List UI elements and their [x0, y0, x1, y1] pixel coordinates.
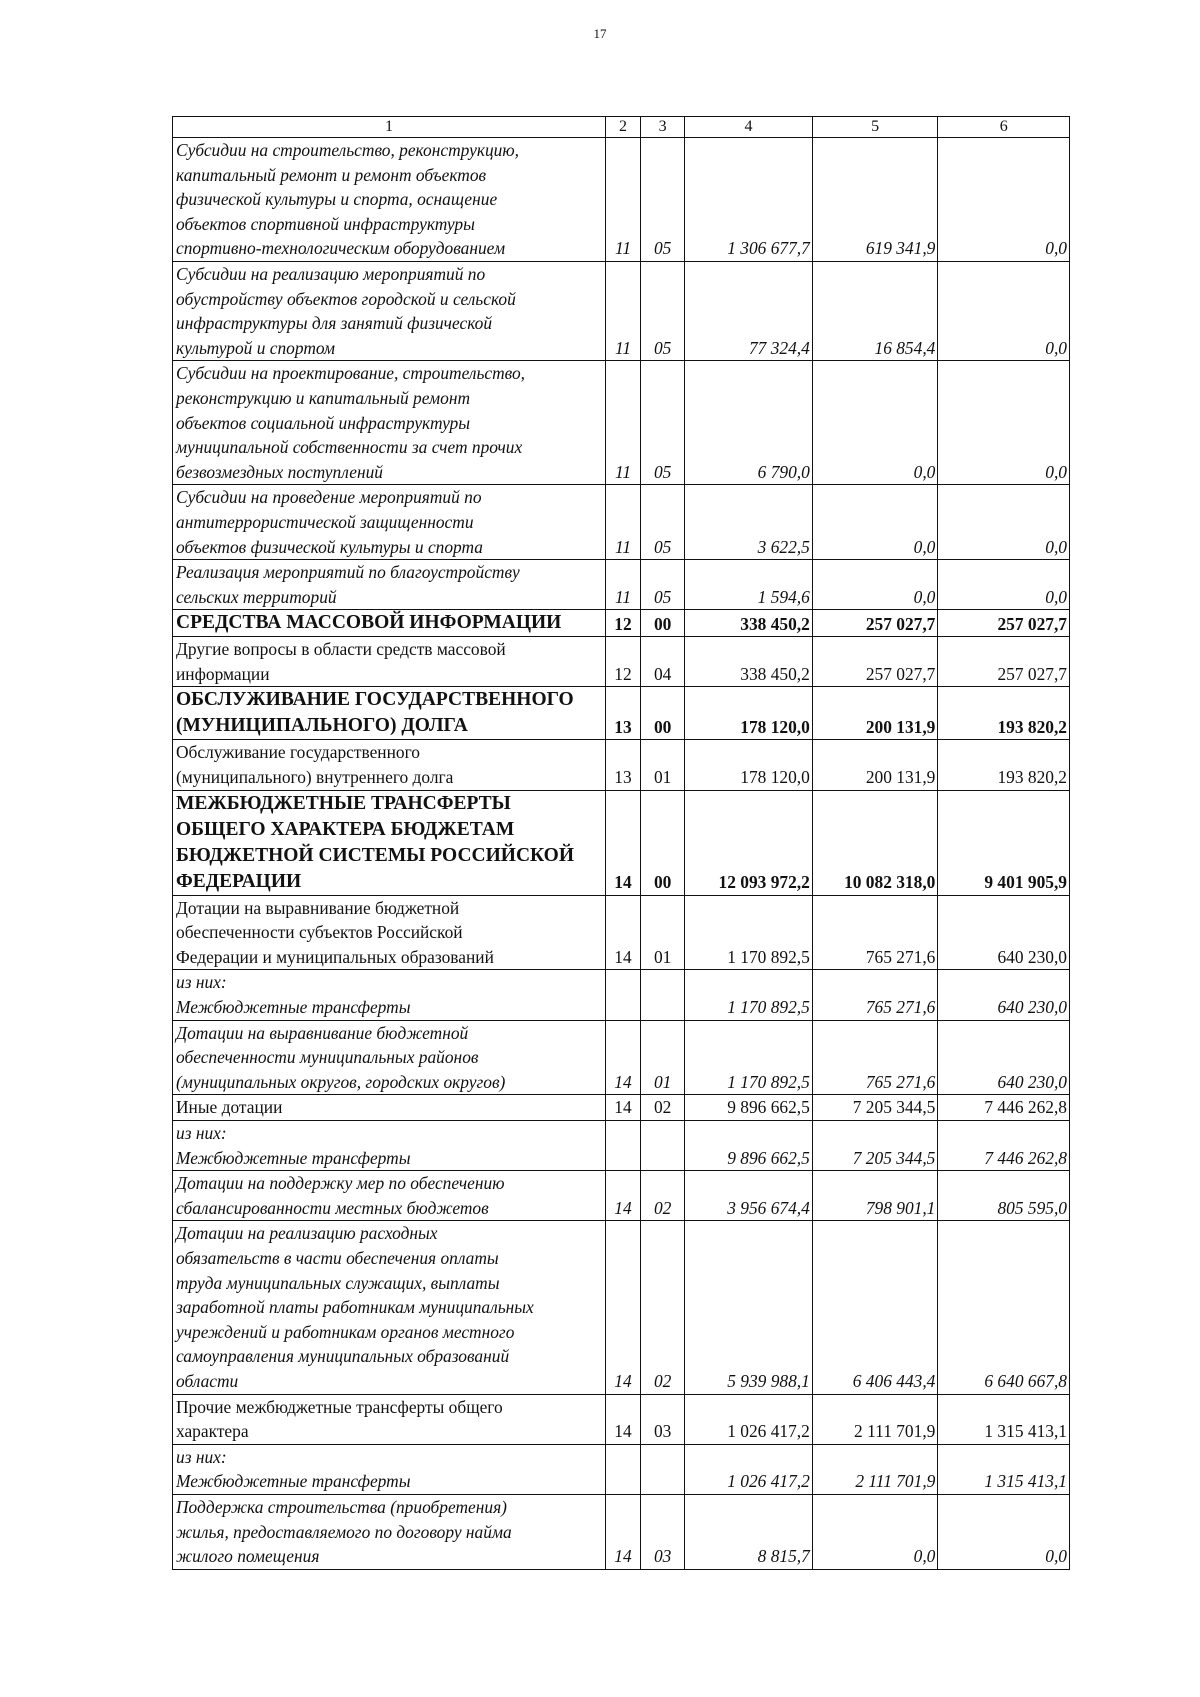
- row-year2: 0,0: [812, 560, 938, 610]
- row-section: [605, 1121, 640, 1171]
- row-year2: 765 271,6: [812, 1020, 938, 1095]
- row-subsection: 00: [641, 790, 685, 895]
- row-section: 11: [605, 485, 640, 560]
- table-header-row: [173, 117, 1070, 138]
- row-year1: 178 120,0: [685, 687, 813, 740]
- row-section: 11: [605, 261, 640, 360]
- row-year2: 200 131,9: [812, 740, 938, 790]
- row-year2: 765 271,6: [812, 970, 938, 1020]
- row-year3: 257 027,7: [938, 610, 1070, 637]
- row-year3: 0,0: [938, 361, 1070, 485]
- row-year3: 1 315 413,1: [938, 1444, 1070, 1494]
- row-year1: 1 026 417,2: [685, 1444, 813, 1494]
- row-year2: 257 027,7: [812, 637, 938, 687]
- row-name: Субсидии на реализацию мероприятий по обустройству объектов городской и сельской инфраструктуры для занятий физической культурой и спортом: [173, 261, 606, 360]
- row-name: из них: Межбюджетные трансферты: [173, 1444, 606, 1494]
- row-year1: 77 324,4: [685, 261, 813, 360]
- row-subsection: 00: [641, 610, 685, 637]
- table-row: [173, 560, 1070, 610]
- row-year2: 765 271,6: [812, 895, 938, 970]
- row-year3: 805 595,0: [938, 1171, 1070, 1221]
- row-subsection: 03: [641, 1394, 685, 1444]
- table-row: [173, 485, 1070, 560]
- header-cell-6: 6: [938, 117, 1070, 138]
- row-year2: 7 205 344,5: [812, 1095, 938, 1121]
- row-year3: 6 640 667,8: [938, 1221, 1070, 1394]
- row-name: СРЕДСТВА МАССОВОЙ ИНФОРМАЦИИ: [173, 610, 606, 637]
- row-name: Субсидии на проведение мероприятий по антитеррористической защищенности объектов физической культуры и спорта: [173, 485, 606, 560]
- row-subsection: 01: [641, 740, 685, 790]
- row-subsection: 00: [641, 687, 685, 740]
- row-year2: 0,0: [812, 361, 938, 485]
- row-year3: 0,0: [938, 485, 1070, 560]
- row-year2: 6 406 443,4: [812, 1221, 938, 1394]
- row-year1: 338 450,2: [685, 610, 813, 637]
- row-year1: 1 170 892,5: [685, 895, 813, 970]
- row-year2: 798 901,1: [812, 1171, 938, 1221]
- row-year3: 7 446 262,8: [938, 1095, 1070, 1121]
- row-year2: 10 082 318,0: [812, 790, 938, 895]
- row-subsection: 02: [641, 1171, 685, 1221]
- row-year3: 193 820,2: [938, 740, 1070, 790]
- row-year3: 0,0: [938, 138, 1070, 262]
- row-subsection: 02: [641, 1095, 685, 1121]
- row-year3: 7 446 262,8: [938, 1121, 1070, 1171]
- row-year2: 619 341,9: [812, 138, 938, 262]
- row-subsection: 05: [641, 261, 685, 360]
- row-year1: 9 896 662,5: [685, 1121, 813, 1171]
- row-section: 13: [605, 687, 640, 740]
- row-name: Прочие межбюджетные трансферты общего характера: [173, 1394, 606, 1444]
- header-cell-3: 3: [641, 117, 685, 138]
- row-subsection: 05: [641, 485, 685, 560]
- row-section: 14: [605, 1171, 640, 1221]
- page-number: 17: [593, 26, 607, 41]
- row-year3: 0,0: [938, 560, 1070, 610]
- row-subsection: [641, 1121, 685, 1171]
- row-name: Дотации на выравнивание бюджетной обеспеченности субъектов Российской Федерации и муниципальных образований: [173, 895, 606, 970]
- row-section: 14: [605, 1221, 640, 1394]
- budget-table: [172, 116, 1070, 1570]
- row-year3: 640 230,0: [938, 970, 1070, 1020]
- row-year2: 0,0: [812, 485, 938, 560]
- row-year3: 257 027,7: [938, 637, 1070, 687]
- row-year2: 2 111 701,9: [812, 1444, 938, 1494]
- row-name: Дотации на поддержку мер по обеспечению сбалансированности местных бюджетов: [173, 1171, 606, 1221]
- row-subsection: 03: [641, 1494, 685, 1569]
- row-subsection: 05: [641, 138, 685, 262]
- table-row: [173, 1394, 1070, 1444]
- row-year1: 1 170 892,5: [685, 1020, 813, 1095]
- row-year1: 3 622,5: [685, 485, 813, 560]
- row-section: 13: [605, 740, 640, 790]
- row-year3: 640 230,0: [938, 1020, 1070, 1095]
- row-year3: 0,0: [938, 1494, 1070, 1569]
- table-row: [173, 1095, 1070, 1121]
- header-cell-1: 1: [173, 117, 606, 138]
- table-row: [173, 138, 1070, 262]
- row-section: [605, 1444, 640, 1494]
- row-name: ОБСЛУЖИВАНИЕ ГОСУДАРСТВЕННОГО (МУНИЦИПАЛЬНОГО) ДОЛГА: [173, 687, 606, 740]
- row-section: 12: [605, 610, 640, 637]
- row-name: из них: Межбюджетные трансферты: [173, 1121, 606, 1171]
- row-section: 14: [605, 1494, 640, 1569]
- table-row: [173, 1171, 1070, 1221]
- row-name: Дотации на реализацию расходных обязательств в части обеспечения оплаты труда муниципальных служащих, выплаты заработной платы работникам муниципальных учреждений и работникам органов местного самоуправления муниципальных образований области: [173, 1221, 606, 1394]
- row-year1: 1 026 417,2: [685, 1394, 813, 1444]
- row-year2: 16 854,4: [812, 261, 938, 360]
- table-row: [173, 970, 1070, 1020]
- table-row: [173, 1020, 1070, 1095]
- table-row: [173, 1221, 1070, 1394]
- table-row: [173, 895, 1070, 970]
- row-year3: 9 401 905,9: [938, 790, 1070, 895]
- row-subsection: 01: [641, 895, 685, 970]
- row-name: Обслуживание государственного (муниципального) внутреннего долга: [173, 740, 606, 790]
- table-row: [173, 1494, 1070, 1569]
- row-section: 12: [605, 637, 640, 687]
- row-section: 11: [605, 361, 640, 485]
- table-row: [173, 637, 1070, 687]
- table-row: [173, 740, 1070, 790]
- row-subsection: 02: [641, 1221, 685, 1394]
- row-year1: 8 815,7: [685, 1494, 813, 1569]
- row-name: Субсидии на строительство, реконструкцию, капитальный ремонт и ремонт объектов физической культуры и спорта, оснащение объектов спортивной инфраструктуры спортивно-технологическим оборудованием: [173, 138, 606, 262]
- header-cell-4: 4: [685, 117, 813, 138]
- row-name: Реализация мероприятий по благоустройству сельских территорий: [173, 560, 606, 610]
- row-year2: 257 027,7: [812, 610, 938, 637]
- header-cell-2: 2: [605, 117, 640, 138]
- row-name: Другие вопросы в области средств массовой информации: [173, 637, 606, 687]
- row-subsection: [641, 970, 685, 1020]
- row-subsection: 05: [641, 361, 685, 485]
- row-year1: 3 956 674,4: [685, 1171, 813, 1221]
- table-row: [173, 361, 1070, 485]
- row-section: 14: [605, 1394, 640, 1444]
- table-row: [173, 1121, 1070, 1171]
- row-subsection: 04: [641, 637, 685, 687]
- row-name: Дотации на выравнивание бюджетной обеспеченности муниципальных районов (муниципальных округов, городских округов): [173, 1020, 606, 1095]
- row-year2: 0,0: [812, 1494, 938, 1569]
- row-subsection: 01: [641, 1020, 685, 1095]
- row-year3: 193 820,2: [938, 687, 1070, 740]
- row-year2: 7 205 344,5: [812, 1121, 938, 1171]
- row-year2: 2 111 701,9: [812, 1394, 938, 1444]
- row-section: 14: [605, 1020, 640, 1095]
- row-year1: 1 170 892,5: [685, 970, 813, 1020]
- row-section: 14: [605, 790, 640, 895]
- row-subsection: 05: [641, 560, 685, 610]
- row-year1: 1 306 677,7: [685, 138, 813, 262]
- table-row: [173, 790, 1070, 895]
- table-row: [173, 687, 1070, 740]
- table-row: [173, 1444, 1070, 1494]
- row-year1: 1 594,6: [685, 560, 813, 610]
- row-name: Поддержка строительства (приобретения) жилья, предоставляемого по договору найма жилого помещения: [173, 1494, 606, 1569]
- row-year1: 12 093 972,2: [685, 790, 813, 895]
- row-name: МЕЖБЮДЖЕТНЫЕ ТРАНСФЕРТЫ ОБЩЕГО ХАРАКТЕРА БЮДЖЕТАМ БЮДЖЕТНОЙ СИСТЕМЫ РОССИЙСКОЙ ФЕДЕРАЦИИ: [173, 790, 606, 895]
- row-year1: 9 896 662,5: [685, 1095, 813, 1121]
- row-year1: 178 120,0: [685, 740, 813, 790]
- row-year1: 338 450,2: [685, 637, 813, 687]
- row-year3: 1 315 413,1: [938, 1394, 1070, 1444]
- row-year3: 0,0: [938, 261, 1070, 360]
- row-section: 11: [605, 138, 640, 262]
- row-name: из них: Межбюджетные трансферты: [173, 970, 606, 1020]
- row-section: 14: [605, 895, 640, 970]
- header-cell-5: 5: [812, 117, 938, 138]
- row-year2: 200 131,9: [812, 687, 938, 740]
- row-name: Субсидии на проектирование, строительство, реконструкцию и капитальный ремонт объектов социальной инфраструктуры муниципальной собственности за счет прочих безвозмездных поступлений: [173, 361, 606, 485]
- table-row: [173, 261, 1070, 360]
- row-year1: 6 790,0: [685, 361, 813, 485]
- row-subsection: [641, 1444, 685, 1494]
- table-row: [173, 610, 1070, 637]
- row-name: Иные дотации: [173, 1095, 606, 1121]
- row-year3: 640 230,0: [938, 895, 1070, 970]
- row-section: 14: [605, 1095, 640, 1121]
- row-year1: 5 939 988,1: [685, 1221, 813, 1394]
- row-section: [605, 970, 640, 1020]
- row-section: 11: [605, 560, 640, 610]
